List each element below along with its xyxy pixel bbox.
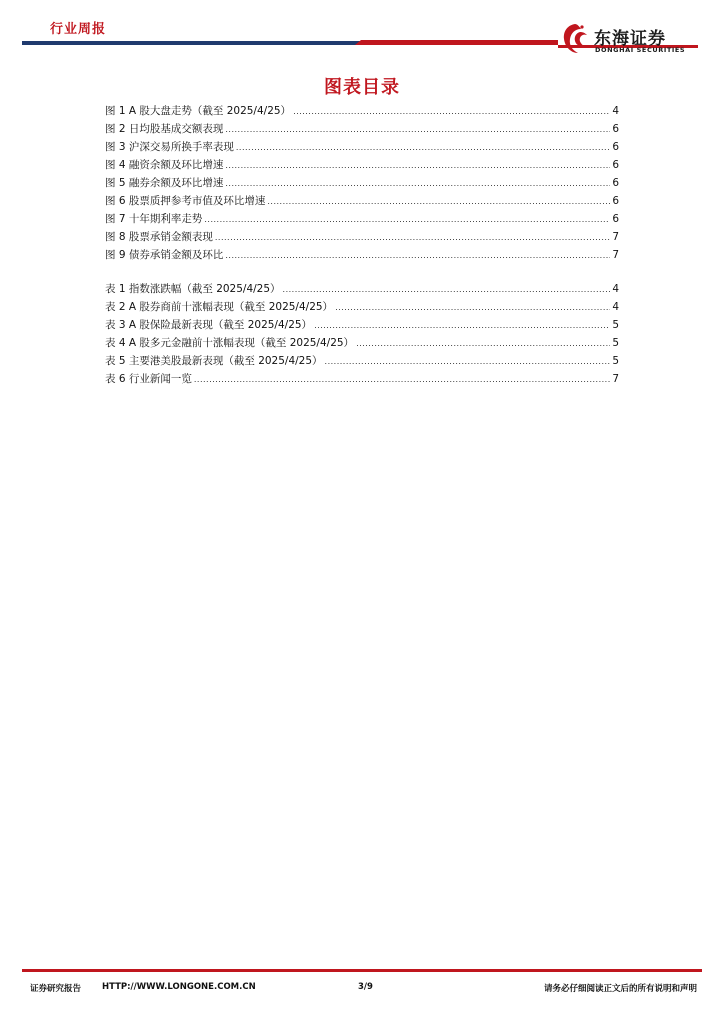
dot-leader [215,233,610,242]
table-list [105,281,619,389]
toc-page-number: 6 [612,195,619,207]
toc-page-number: 6 [612,159,619,171]
footer-disclaimer: 请务必仔细阅读正文后的所有说明和声明 [543,984,697,994]
dot-leader [314,321,610,330]
toc-entry-table-5[interactable]: 表 5 主要港美股最新表现（截至 2025/4/25） ..... 5 [105,353,619,371]
dot-leader [225,161,610,170]
toc-page-number: 4 [612,105,619,117]
footer-report-label: 证券研究报告 [30,984,82,994]
dot-leader [204,215,610,224]
toc-entry-figure-4[interactable]: 图 4 融资余额及环比增速 ..... 6 [105,157,619,175]
footer-page-number: 3/9 [358,982,373,992]
toc-page-number: 7 [612,373,619,385]
toc-entry-figure-1[interactable]: 图 1 A 股大盘走势（截至 2025/4/25） ..... 4 [105,103,619,121]
toc-page-number: 5 [612,355,619,367]
toc-entry-figure-9[interactable]: 图 9 债券承销金额及环比 ..... 7 [105,247,619,265]
toc-entry-table-3[interactable]: 表 3 A 股保险最新表现（截至 2025/4/25） ..... 5 [105,317,619,335]
header-divider-red [355,40,558,45]
footer-divider [22,969,702,972]
dot-leader [194,375,610,384]
dot-leader [267,197,610,206]
toc-page-number: 7 [612,249,619,261]
dot-leader [325,357,611,366]
toc-page-number: 5 [612,319,619,331]
toc-page-number: 5 [612,337,619,349]
dot-leader [225,251,610,260]
toc-entry-figure-5[interactable]: 图 5 融券余额及环比增速 ..... 6 [105,175,619,193]
toc-entry-figure-3[interactable]: 图 3 沪深交易所换手率表现 ..... 6 [105,139,619,157]
toc-entry-figure-2[interactable]: 图 2 日均股基成交额表现 ..... 6 [105,121,619,139]
toc-entry-table-4[interactable]: 表 4 A 股多元金融前十涨幅表现（截至 2025/4/25） ..... 5 [105,335,619,353]
footer-website-link[interactable]: HTTP://WWW.LONGONE.COM.CN [102,982,256,992]
toc-page-number: 4 [612,301,619,313]
logo-english-text: DONGHAI SECURITIES [595,46,686,54]
dot-leader [283,285,611,294]
toc-entry-figure-6[interactable]: 图 6 股票质押参考市值及环比增速 ..... 6 [105,193,619,211]
dot-leader [335,303,610,312]
toc-page-number: 7 [612,231,619,243]
toc-entry-figure-7[interactable]: 图 7 十年期利率走势 ..... 6 [105,211,619,229]
toc-page-number: 6 [612,141,619,153]
dot-leader [356,339,610,348]
toc-page-number: 6 [612,177,619,189]
toc-entry-figure-8[interactable]: 图 8 股票承销金额表现 ..... 7 [105,229,619,247]
dot-leader [293,107,610,116]
page-title: 图表目录 [324,77,400,98]
dragon-logo-icon [560,22,590,56]
report-type-label: 行业周报 [50,22,107,37]
figure-list [105,103,619,265]
toc-entry-table-2[interactable]: 表 2 A 股券商前十涨幅表现（截至 2025/4/25） ..... 4 [105,299,619,317]
toc-entry-table-6[interactable]: 表 6 行业新闻一览 ..... 7 [105,371,619,389]
toc-page-number: 6 [612,123,619,135]
dot-leader [236,143,610,152]
toc-page-number: 6 [612,213,619,225]
toc-page-number: 4 [612,283,619,295]
dot-leader [225,125,610,134]
company-logo [560,22,700,58]
logo-chinese-text: 东海证券 [594,29,666,49]
dot-leader [225,179,610,188]
toc-entry-table-1[interactable]: 表 1 指数涨跌幅（截至 2025/4/25） ..... 4 [105,281,619,299]
